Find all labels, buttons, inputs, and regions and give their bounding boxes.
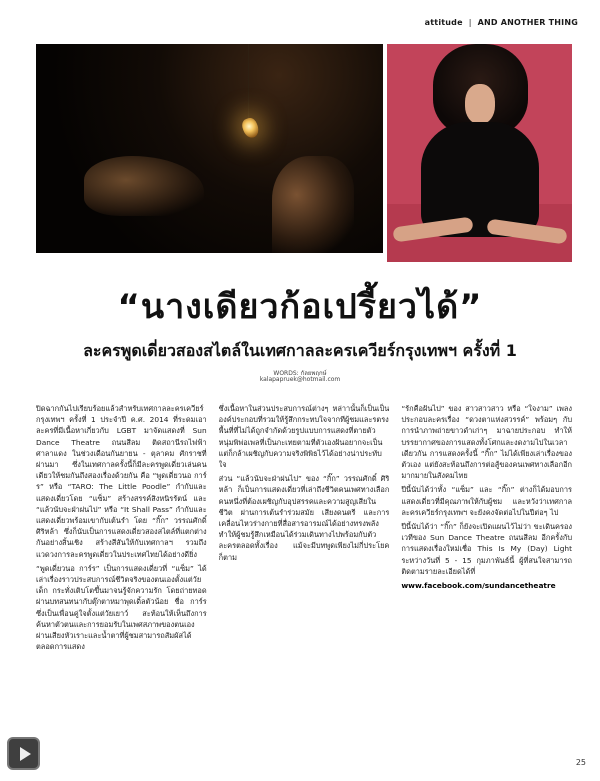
section-title: AND ANOTHER THING — [477, 18, 578, 27]
performer-silhouette — [272, 156, 354, 253]
paragraph: ปิดฉากกันไปเรียบร้อยแล้วสำหรับเทศกาลละครเควียร์กรุงเทพฯ ครั้งที่ 1 ประจำปี ค.ศ. 2014 ที่ระดมเอาละครที่มีเนื้อหาเกี่ยวกับ LGBT มาจัดแสดงที่ Sun Dance Theatre ถนนสีลม ติดสถานีรถไฟฟ้าศาลาแดง ในช่วงเดือนกันยายน - ตุลาคม ศักราชที่ผ่านมา ซึ่งในเทศกาลครั้งนี้ก็มีละครพูดเดี่ยวเล่นคนเดียวให้ชมกันถึงสองเรื่องด้วยกัน คือ “พูดเดี่ยวนอ การ์ร” หรือ “TARO: The Little Poodle” กำกับและแสดงเดี่ยวโดย “แซ็ม” สร้างสรรค์สิงหนิรรัตน์ และ “แล้วนับจะฝ่าฝนไป” หรือ “It Shall Pass” กำกับและแสดงเดี่ยวพร้อมเขากับเต้นรำ โดย “กิ๊ก” วรรณศักดิ์ ศิริหล้า ซึ่งก็นับเป็นการแสดงเดี่ยวสองสไตล์ที่แตกต่างกันอย่างสิ้นเชิง สร้างสีสันให้กับเทศกาลฯ รวมถึงแวดวงการละครพูดเดี่ยวในประเทศไทยได้อย่างดียิ่ง — [36, 404, 207, 559]
paragraph: “พูดเดี่ยวนอ การ์ร” เป็นการแสดงเดี่ยวที่ “แซ็ม” ได้เล่าเรื่องราวประสบการณ์ชีวิตจริงของตนเองตั้งแต่วัยเด็ก กระทั่งเติบโตขึ้นมาจนรู้จักความรัก โดยถ่ายทอดผ่านบทสนทนากับตุ๊กตาหมาพุดเดิ้ลตัวน้อย ชื่อ การ์ร ซึ่งเป็นเพื่อนคู่ใจตั้งแต่วัยเยาว์ สะท้อนให้เห็นถึงการค้นหาตัวตนและการยอมรับในเพศสภาพของตนเอง ผ่านเสียงหัวเราะและน้ำตาที่ผู้ชมสามารถสัมผัสได้ตลอดการแสดง — [36, 563, 207, 652]
performer-silhouette — [84, 156, 204, 216]
performer-dress — [421, 122, 539, 237]
section-header — [425, 18, 578, 27]
performer-face — [465, 84, 495, 124]
article-headline: “นางเดียวก้อเปรี้ยวได้” — [117, 287, 483, 327]
play-icon — [20, 747, 31, 761]
text-column-2 — [219, 403, 390, 743]
paragraph: ส่วน “แล้วนับจะฝ่าฝนไป” ของ “กิ๊ก” วรรณศักดิ์ ศิริหล้า ก็เป็นการแสดงเดี่ยวที่เล่าถึงชีวิตคนเพศทางเลือกคนหนึ่งที่ต้องเผชิญกับอุปสรรคและความสูญเสียในชีวิต ผ่านการเต้นรำร่วมสมัย เสียงดนตรี และการเคลื่อนไหวร่างกายที่สื่อสารอารมณ์ได้อย่างทรงพลัง ทำให้ผู้ชมรู้สึกเหมือนได้ร่วมเดินทางไปพร้อมกับตัวละครตลอดทั้งเรื่อง แม้จะมีบทพูดเพียงไม่กี่ประโยคก็ตาม — [218, 474, 390, 562]
author-credit: WORDS: กัลยพฤกษ์ — [273, 370, 327, 377]
paragraph: ปีนี้นับได้ว่า “กิ๊ก” ก็ยังจะเปิดแผนไว้ไม่ว่า ขะเดินครองเวทีของ Sun Dance Theatre ถนนสีลม อีกครั้งกับการแสดงเรื่องใหม่เชื่อ This Is My (Day) Light ระหว่างวันที่ 5 - 15 กุมภาพันธ์นี้ ผู้ที่สนใจสามารถติดตามรายละเอียดได้ที่ — [401, 522, 573, 576]
article-subheadline: ละครพูดเดี่ยวสองสไตล์ในเทศกาลละครเควียร์กรุงเทพฯ ครั้งที่ 1 — [83, 341, 517, 360]
paragraph: ปีนี้นับได้ว่าทั้ง “แซ็ม” และ “กิ๊ก” ต่างก็ได้มอบการแสดงเดี่ยวที่มีคุณภาพให้กับผู้ชม และหวังว่าเทศกาลละครเควียร์กรุงเทพฯ จะยังคงจัดต่อไปในปีต่อๆ ไป — [401, 485, 573, 517]
performer-photo-right — [387, 44, 572, 262]
author-email: kalapapruek@hotmail.com — [259, 376, 341, 383]
lamp-cord — [248, 44, 249, 120]
paragraph: ซึ่งเนื้อหาในส่วนประสบการณ์ต่างๆ หล่าานั้นก็เป็นเป็นองค์ประกอบที่รวมให้รู้สึกกระทบใจจากทีผู้ชมและรตรงพื้นที่ที่ไม่ได้ถูกจำกัดด้วยรูปแบบการแสดงที่ตายตัว หนุ่มพิพ่อเพลที่เป็นกะเทยตามที่ตัวเองฝันอยากจะเป็น แต่ก็กล้าเผชิญกับความจริงพิพิธไว้ได้อย่างน่าประทับใจ — [218, 404, 390, 470]
facebook-link[interactable]: www.facebook.com/sundancetheatre — [401, 581, 556, 591]
text-column-1 — [36, 403, 207, 743]
header-separator: | — [468, 18, 472, 27]
paragraph: “รักคือฝันไป” ของ สาวสาวสาว หรือ “ใจงาม” เพลงประกอบละครเรื่อง “ดวงตาแห่งสวรรค์” พร้อมๆ กับการนำภาพถ่ายขาวดำเก่าๆ มาฉายประกอบ ทำให้บรรยากาศของการแสดงทั้งโศกและงดงามไปในเวลาเดียวกัน การแสดงครั้งนี้ “กิ๊ก” ไม่ได้เพียงเล่าเรื่องของตัวเอง แต่ยังสะท้อนถึงการต่อสู้ของคนเพศทางเลือกอีกมากมายในสังคมไทย — [401, 404, 573, 481]
play-button[interactable] — [7, 737, 40, 770]
stage-photo-left — [36, 44, 383, 253]
article-body — [36, 403, 572, 743]
page-number: 25 — [575, 758, 586, 767]
hanging-lamp — [240, 116, 261, 140]
text-column-3 — [401, 403, 572, 743]
section-name: attitude — [424, 18, 463, 27]
